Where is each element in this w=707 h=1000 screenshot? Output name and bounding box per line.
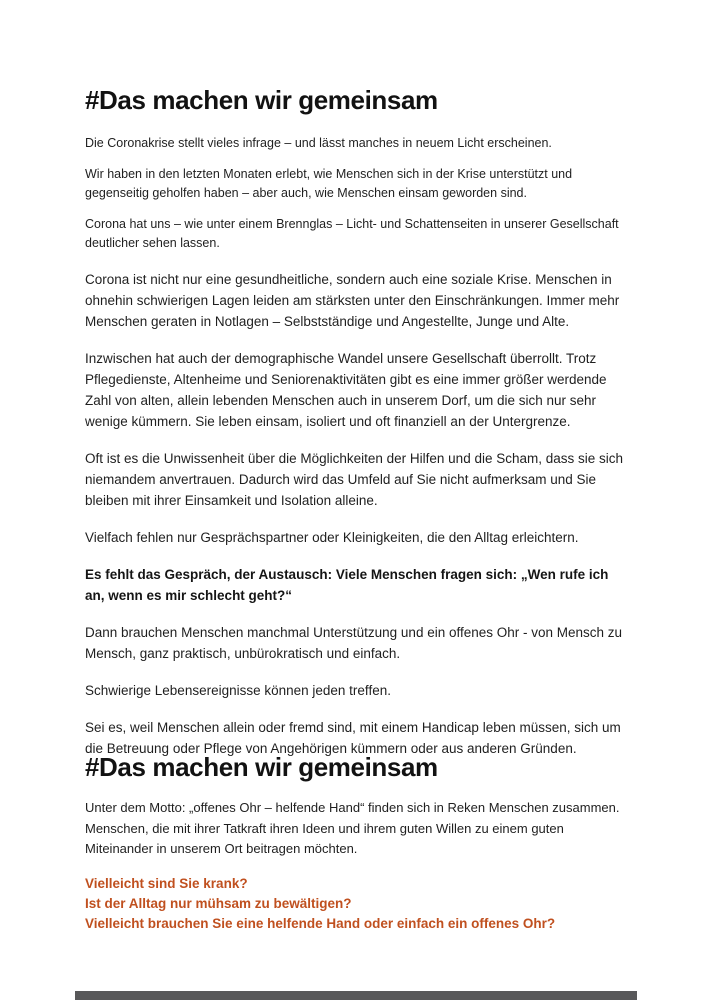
paragraph: Schwierige Lebensereignisse können jeden treffen. <box>85 683 391 698</box>
paragraph: Vielfach fehlen nur Gesprächspartner oder Kleinigkeiten, die den Alltag erleichtern. <box>85 530 579 545</box>
section1-title: #Das machen wir gemeinsam <box>85 85 438 115</box>
section2-title: #Das machen wir gemeinsam <box>85 752 438 782</box>
truncated-dark-bar <box>75 991 637 1000</box>
highlight-line: Ist der Alltag nur mühsam zu bewältigen? <box>85 895 352 911</box>
highlight-line: Vielleicht sind Sie krank? <box>85 875 248 891</box>
section-1 <box>85 0 626 759</box>
highlight-questions <box>85 874 626 934</box>
paragraph: Unter dem Motto: „offenes Ohr – helfende Hand“ finden sich in Reken Menschen zusammen. Menschen, die mit ihrer Tatkraft ihren Ideen und ihrem guten Willen zu einem guten Miteinander in unserem Ort beitragen möchten. <box>85 800 620 856</box>
highlight-line: Vielleicht brauchen Sie eine helfende Hand oder einfach ein offenes Ohr? <box>85 915 556 931</box>
paragraph: Wir haben in den letzten Monaten erlebt, wie Menschen sich in der Krise unterstützt und gegenseitig geholfen haben – aber auch, wie Menschen einsam geworden sind. <box>85 167 573 200</box>
emphasis-paragraph: Es fehlt das Gespräch, der Austausch: Viele Menschen fragen sich: „Wen rufe ich an, wenn es mir schlecht geht?“ <box>85 567 609 603</box>
section-2 <box>85 751 626 934</box>
paragraph: Die Coronakrise stellt vieles infrage – und lässt manches in neuem Licht erscheinen. <box>85 136 552 150</box>
paragraph: Dann brauchen Menschen manchmal Unterstützung und ein offenes Ohr - von Mensch zu Mensch, ganz praktisch, unbürokratisch und einfach. <box>85 625 623 661</box>
paragraph: Oft ist es die Unwissenheit über die Möglichkeiten der Hilfen und die Scham, dass sie sich niemandem anvertrauen. Dadurch wird das Umfeld auf Sie nicht aufmerksam und Sie bleiben mit ihrer Einsamkeit und Isolation alleine. <box>85 451 624 508</box>
paragraph: Corona ist nicht nur eine gesundheitliche, sondern auch eine soziale Krise. Menschen in ohnehin schwierigen Lagen leiden am stärksten unter den Einschränkungen. Immer mehr Menschen geraten in Notlagen – Selbstständige und Angestellte, Junge und Alte. <box>85 272 620 329</box>
paragraph: Sei es, weil Menschen allein oder fremd sind, mit einem Handicap leben müssen, sich um die Betreuung oder Pflege von Angehörigen kümmern oder aus anderen Gründen. <box>85 720 621 756</box>
paragraph: Corona hat uns – wie unter einem Brennglas – Licht- und Schattenseiten in unserer Gesellschaft deutlicher sehen lassen. <box>85 217 619 250</box>
paragraph: Inzwischen hat auch der demographische Wandel unsere Gesellschaft überrollt. Trotz Pflegedienste, Altenheime und Seniorenaktivitäten gibt es eine immer größer werdende Zahl von alten, allein lebenden Menschen auch in unserem Dorf, um die sich nur sehr wenige kümmern. Sie leben einsam, isoliert und oft finanziell an der Untergrenze. <box>85 351 607 429</box>
